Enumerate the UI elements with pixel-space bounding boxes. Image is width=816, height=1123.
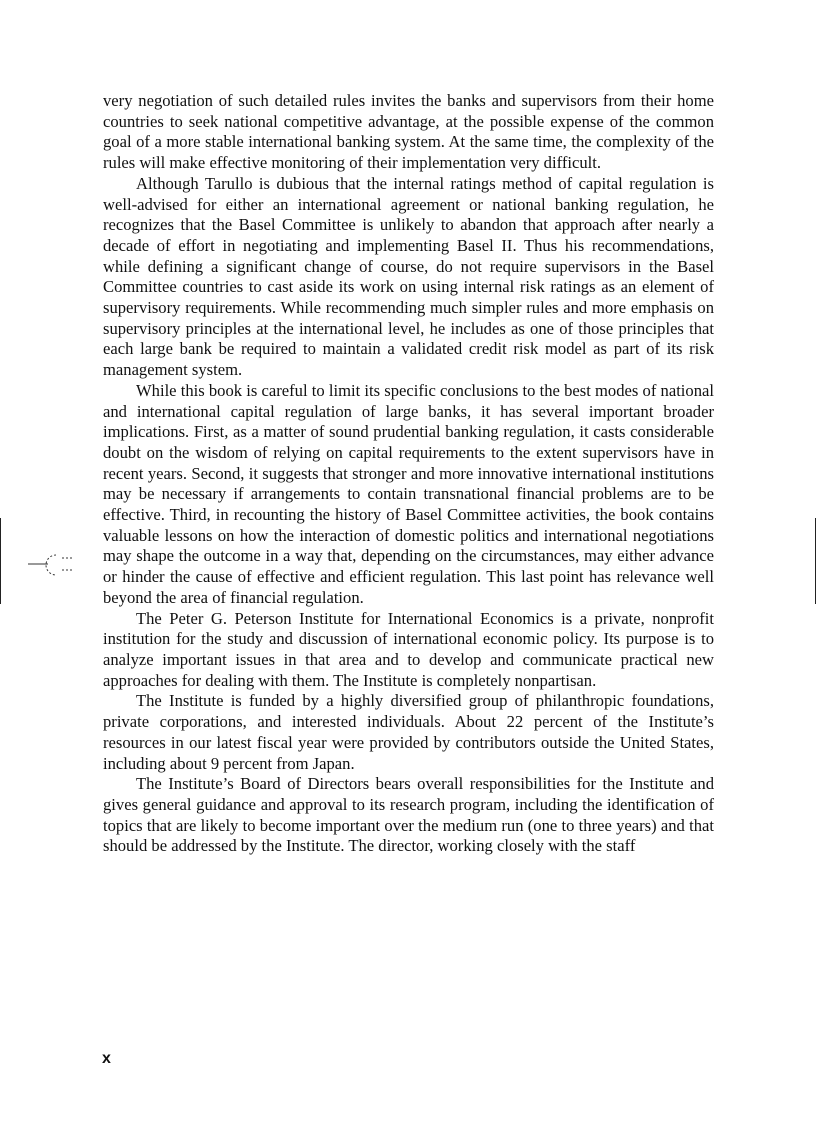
paragraph: very negotiation of such detailed rules invites the banks and supervisors from their home countries to seek national competitive advantage, at the possible expense of the common goal of a more stable international banking system. At the same time, the complexity of the rules will make effective monitoring of their implementation very difficult. <box>103 91 714 173</box>
paragraph: While this book is careful to limit its specific conclusions to the best modes of national and international capital regulation of large banks, it has several important broader implications. First, as a matter of sound prudential banking regulation, it casts considerable doubt on the wisdom of relying on capital requirements to the extent supervisors have in recent years. Second, it suggests that stronger and more innovative international institutions may be necessary if arrangements to contain transnational financial problems are to be effective. Third, in recounting the history of Basel Committee activities, the book contains valuable lessons on how the interaction of domestic politics and international negotiations may shape the outcome in a way that, depending on the circumstances, may either advance or hinder the cause of effective and efficient regulation. This last point has relevance well beyond the area of financial regulation. <box>103 380 714 607</box>
paragraph: Although Tarullo is dubious that the internal ratings method of capital regulation is well-advised for either an international agreement or national banking regulation, he recognizes that the Basel Committee is unlikely to abandon that approach after nearly a decade of effort in negotiating and implementing Basel II. Thus his recommendations, while defining a significant change of course, do not require supervisors in the Basel Committee countries to cast aside its work on using internal risk ratings as an element of supervisory requirements. While recommending much simpler rules and more emphasis on supervisory principles at the international level, he includes as one of those principles that each large bank be required to maintain a validated credit risk model as part of its risk management system. <box>103 173 714 380</box>
crop-mark-left <box>0 518 1 604</box>
paragraph: The Institute’s Board of Directors bears overall responsibilities for the Institute and gives general guidance and approval to its research program, including the identification of topics that are likely to become important over the medium run (one to three years) and that should be addressed by the Institute. The director, working closely with the staff <box>103 774 714 856</box>
paragraph: The Peter G. Peterson Institute for International Economics is a private, nonprofit institution for the study and discussion of international economic policy. Its purpose is to analyze important issues in that area and to develop and communicate practical new approaches for dealing with them. The Institute is completely nonpartisan. <box>103 608 714 690</box>
body-text <box>103 91 714 857</box>
paragraph: The Institute is funded by a highly diversified group of philanthropic foundations, private corporations, and interested individuals. About 22 percent of the Institute’s resources in our latest fiscal year were provided by contributors outside the United States, including about 9 percent from Japan. <box>103 691 714 773</box>
registration-mark-icon <box>28 550 108 580</box>
page-number: x <box>102 1050 111 1067</box>
